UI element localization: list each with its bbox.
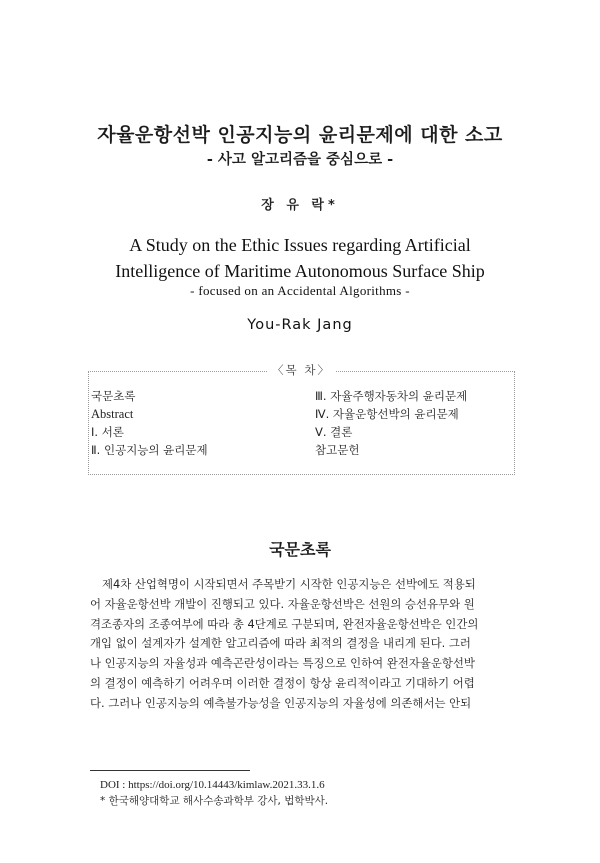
footnotes: [100, 777, 328, 809]
korean-author: 장 유 락*: [261, 198, 339, 213]
abstract-line: 격조종자의 조종여부에 따라 총 4단계로 구분되며, 완전자율운항선박은 인간의: [90, 616, 479, 631]
toc-item: Ⅱ. 인공지능의 윤리문제: [91, 443, 208, 457]
toc-item: Ⅴ. 결론: [315, 425, 353, 439]
english-subtitle: - focused on an Accidental Algorithms -: [190, 283, 410, 298]
abstract-line: 어 자율운항선박 개발이 진행되고 있다. 자율운항선박은 선원의 승선유무와 원: [90, 596, 475, 611]
footnote-divider: [90, 770, 250, 771]
english-title: [0, 232, 600, 284]
doi-link[interactable]: DOI : https://doi.org/10.14443/kimlaw.2021.33.1.6: [100, 779, 325, 791]
abstract-line: 제4차 산업혁명이 시작되면서 주목받기 시작한 인공지능은 선박에도 적용되: [102, 577, 476, 591]
author-affiliation-note: * 한국해양대학교 해사수송과학부 강사, 법학박사.: [100, 795, 329, 807]
abstract-line: 나 인공지능의 자율성과 예측곤란성이라는 특징으로 인하여 완전자율운항선박: [90, 656, 475, 671]
english-title-line-1: A Study on the Ethic Issues regarding Artificial: [129, 235, 471, 255]
english-author: You-Rak Jang: [247, 317, 353, 333]
toc-left-column: [91, 387, 208, 459]
toc-item: 참고문헌: [315, 443, 360, 457]
korean-title: 자율운항선박 인공지능의 윤리문제에 대한 소고: [97, 124, 503, 146]
table-of-contents: [88, 363, 515, 475]
abstract-line: 다. 그러나 인공지능의 예측불가능성을 인공지능의 자율성에 의존해서는 안되: [90, 695, 472, 710]
toc-item: Ⅲ. 자율주행자동차의 윤리문제: [315, 389, 468, 403]
toc-heading-label: 〈목 차〉: [268, 363, 335, 377]
toc-item: Abstract: [91, 407, 134, 421]
abstract-heading: 국문초록: [269, 540, 331, 559]
abstract-line: 개입 없이 설계자가 설계한 알고리즘에 따라 최적의 결정을 내리게 된다. 그러: [90, 636, 471, 651]
toc-heading: [89, 362, 514, 378]
english-title-line-2: Intelligence of Maritime Autonomous Surface Ship: [115, 261, 485, 281]
toc-right-column: [315, 387, 467, 459]
toc-item: 국문초록: [91, 389, 136, 403]
toc-item: Ⅳ. 자율운항선박의 윤리문제: [315, 407, 459, 421]
korean-subtitle: - 사고 알고리즘을 중심으로 -: [206, 152, 394, 168]
abstract-line: 의 결정이 예측하기 어려우며 이러한 결정이 항상 윤리적이라고 기대하기 어렵: [90, 675, 475, 690]
abstract-body: [90, 575, 510, 714]
toc-item: Ⅰ. 서론: [91, 425, 124, 439]
